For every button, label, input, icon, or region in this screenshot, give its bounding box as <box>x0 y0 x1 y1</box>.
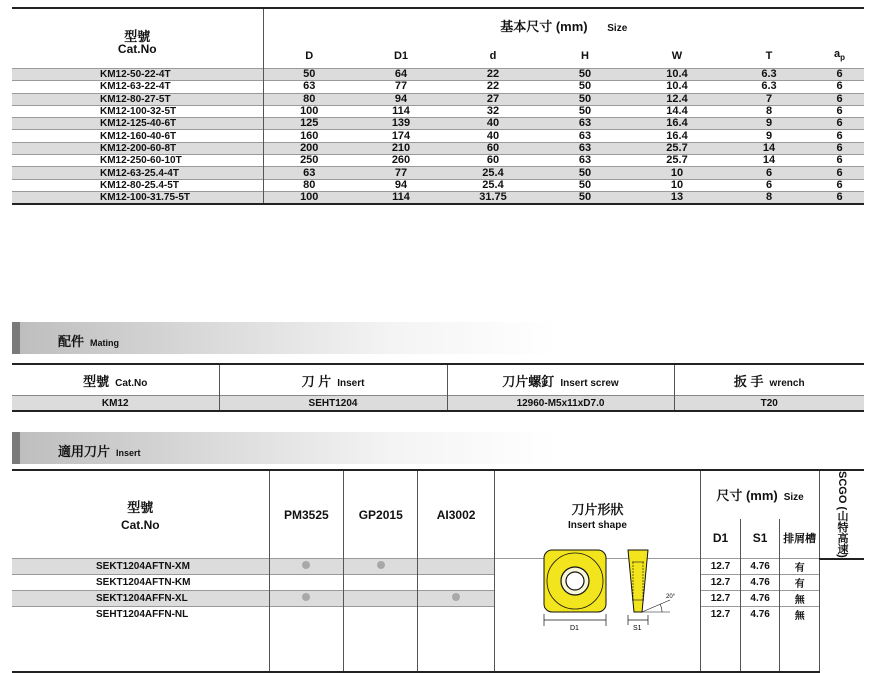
size-row-value: 6 <box>815 118 864 130</box>
size-row-cat: KM12-63-25.4-4T <box>12 167 263 179</box>
insert-side-label: SCGO (山特高速) <box>819 470 864 559</box>
insert-title-cn: 適用刀片 <box>58 444 111 459</box>
size-row-value: 63 <box>539 118 631 130</box>
size-row-value: 10.4 <box>631 69 723 81</box>
size-col-0: D <box>305 50 314 62</box>
size-row-value: 9 <box>723 130 815 142</box>
insert-filler-row <box>12 622 864 672</box>
size-row-value: 50 <box>539 93 631 105</box>
size-row-value: 27 <box>447 93 539 105</box>
grade-mark-cell <box>344 591 418 607</box>
insert-row-cat: SEHT1204AFFN-NL <box>12 607 269 623</box>
insert-row-groove: 無 <box>780 607 819 623</box>
basic-size-cn: 基本尺寸 (mm) <box>500 18 588 34</box>
size-row-cat: KM12-50-22-4T <box>12 69 263 81</box>
size-row-value: 174 <box>355 130 447 142</box>
basic-size-header <box>263 8 864 45</box>
availability-dot-icon <box>302 561 310 569</box>
size-row-value: 25.4 <box>447 179 539 191</box>
insert-row-groove: 有 <box>780 575 819 591</box>
grade-mark-cell <box>418 575 494 591</box>
size-row-value: 6 <box>815 81 864 93</box>
size-row-value: 31.75 <box>447 191 539 204</box>
size-row-value: 50 <box>263 69 355 81</box>
size-row-value: 160 <box>263 130 355 142</box>
size-row-value: 60 <box>447 142 539 154</box>
drawing-label-angle: 20° <box>666 594 676 600</box>
size-table <box>12 7 864 205</box>
insert-section-bar <box>12 432 557 464</box>
size-row-value: 25.7 <box>631 142 723 154</box>
insert-front-view <box>544 550 606 632</box>
size-row <box>12 69 864 81</box>
size-row-value: 16.4 <box>631 130 723 142</box>
grade-header-0: PM3525 <box>269 470 343 559</box>
insert-cat-header: 型號 Cat.No <box>12 470 269 559</box>
size-row-value: 6 <box>815 179 864 191</box>
size-row-value: 63 <box>539 130 631 142</box>
size-row <box>12 167 864 179</box>
size-row-value: 10.4 <box>631 81 723 93</box>
size-row-value: 6 <box>815 167 864 179</box>
insert-row-d1: 12.7 <box>701 607 741 623</box>
cat-header-cn: 型號 <box>124 28 151 44</box>
size-col-4: W <box>671 50 683 62</box>
basic-size-en: Size <box>607 22 628 34</box>
size-row-value: 13 <box>631 191 723 204</box>
size-row-value: 77 <box>355 81 447 93</box>
size-row <box>12 118 864 130</box>
size-row-value: 22 <box>447 81 539 93</box>
insert-side-view <box>628 550 676 632</box>
mating-screw-value: 12960-M5x11xD7.0 <box>447 396 674 412</box>
insert-row-s1: 4.76 <box>740 591 780 607</box>
size-row-value: 6 <box>815 130 864 142</box>
size-row-value: 80 <box>263 93 355 105</box>
insert-shape-header: 刀片形狀 Insert shape <box>494 470 700 559</box>
size-row-cat: KM12-80-25.4-5T <box>12 179 263 191</box>
size-row-value: 63 <box>263 167 355 179</box>
size-row-cat: KM12-63-22-4T <box>12 81 263 93</box>
size-col-s1: S1 <box>740 519 780 559</box>
size-row-value: 22 <box>447 69 539 81</box>
size-col-2: d <box>489 50 497 62</box>
size-row-value: 80 <box>263 179 355 191</box>
insert-title-en: Insert <box>116 448 141 458</box>
size-row-value: 8 <box>723 191 815 204</box>
insert-row <box>12 575 864 591</box>
insert-row <box>12 559 864 575</box>
size-row-value: 100 <box>263 105 355 117</box>
size-row-value: 100 <box>263 191 355 204</box>
availability-dot-icon <box>452 593 460 601</box>
insert-row-d1: 12.7 <box>701 591 741 607</box>
size-row <box>12 179 864 191</box>
size-col-5: T <box>765 50 773 62</box>
mating-insert-header: 刀 片 Insert <box>219 364 447 396</box>
grade-mark-cell <box>269 607 343 623</box>
size-row-cat: KM12-80-27-5T <box>12 93 263 105</box>
size-col-groove: 排屑槽 <box>780 519 819 559</box>
insert-row-groove: 無 <box>780 591 819 607</box>
size-row-value: 210 <box>355 142 447 154</box>
size-row-value: 125 <box>263 118 355 130</box>
size-row-value: 50 <box>539 69 631 81</box>
size-row-value: 114 <box>355 105 447 117</box>
insert-row <box>12 607 864 623</box>
cat-header-en: Cat.No <box>117 41 157 56</box>
grade-mark-cell <box>418 607 494 623</box>
size-row <box>12 130 864 142</box>
insert-row-d1: 12.7 <box>701 575 741 591</box>
size-row-value: 40 <box>447 118 539 130</box>
size-col-ap: $a_p$ <box>833 48 845 63</box>
size-row-value: 6 <box>815 105 864 117</box>
size-col-1: D1 <box>393 50 409 62</box>
insert-row-groove: 有 <box>780 559 819 575</box>
size-row <box>12 155 864 167</box>
size-row-value: 25.4 <box>447 167 539 179</box>
size-row-value: 6 <box>815 142 864 154</box>
grade-mark-cell <box>418 591 494 607</box>
insert-shape-drawing <box>520 540 710 636</box>
size-row-value: 6 <box>815 69 864 81</box>
size-row-value: 7 <box>723 93 815 105</box>
size-row-value: 50 <box>539 105 631 117</box>
size-row-value: 50 <box>539 167 631 179</box>
size-row-value: 40 <box>447 130 539 142</box>
size-row-value: 63 <box>539 142 631 154</box>
insert-row-cat: SEKT1204AFFN-XL <box>12 591 269 607</box>
size-row-value: 139 <box>355 118 447 130</box>
insert-size-header: 尺寸 (mm) Size <box>701 470 820 519</box>
grade-mark-cell <box>269 559 343 575</box>
insert-row-s1: 4.76 <box>740 559 780 575</box>
grade-mark-cell <box>418 559 494 575</box>
size-row-value: 260 <box>355 155 447 167</box>
grade-mark-cell <box>269 591 343 607</box>
mating-section-bar <box>12 322 557 354</box>
size-row-value: 16.4 <box>631 118 723 130</box>
mating-cat-header: 型號 Cat.No <box>12 364 219 396</box>
size-row-value: 6 <box>723 167 815 179</box>
insert-table <box>12 469 864 673</box>
size-row-value: 14 <box>723 142 815 154</box>
insert-row-d1: 12.7 <box>701 559 741 575</box>
size-row-value: 6 <box>815 155 864 167</box>
size-col-3: H <box>581 50 589 62</box>
size-row-value: 63 <box>263 81 355 93</box>
insert-row-s1: 4.76 <box>740 575 780 591</box>
size-row-value: 32 <box>447 105 539 117</box>
availability-dot-icon <box>377 561 385 569</box>
size-row-value: 60 <box>447 155 539 167</box>
size-row-value: 14.4 <box>631 105 723 117</box>
insert-row-cat: SEKT1204AFTN-XM <box>12 559 269 575</box>
size-row-value: 6 <box>815 191 864 204</box>
size-row-value: 14 <box>723 155 815 167</box>
mating-wrench-value: T20 <box>674 396 864 412</box>
size-row <box>12 191 864 204</box>
grade-mark-cell <box>344 607 418 623</box>
size-row-value: 25.7 <box>631 155 723 167</box>
size-row-value: 63 <box>539 155 631 167</box>
size-row <box>12 93 864 105</box>
mating-insert-value: SEHT1204 <box>219 396 447 412</box>
size-row-value: 114 <box>355 191 447 204</box>
insert-row <box>12 591 864 607</box>
mating-title-en: Mating <box>90 338 120 348</box>
size-row <box>12 105 864 117</box>
mating-screw-header: 刀片螺釘 Insert screw <box>447 364 674 396</box>
drawing-label-d1: D1 <box>570 625 579 632</box>
size-row-value: 6.3 <box>723 81 815 93</box>
cat-header <box>12 8 263 69</box>
mating-cat-value: KM12 <box>12 396 219 412</box>
size-row-value: 12.4 <box>631 93 723 105</box>
size-row-value: 6.3 <box>723 69 815 81</box>
grade-header-1: GP2015 <box>344 470 418 559</box>
size-row-value: 6 <box>723 179 815 191</box>
size-row-value: 77 <box>355 167 447 179</box>
size-row-cat: KM12-200-60-8T <box>12 142 263 154</box>
size-row-value: 9 <box>723 118 815 130</box>
size-row-value: 6 <box>815 93 864 105</box>
insert-row-cat: SEKT1204AFTN-KM <box>12 575 269 591</box>
grade-mark-cell <box>344 575 418 591</box>
size-row-cat: KM12-100-32-5T <box>12 105 263 117</box>
size-row-value: 8 <box>723 105 815 117</box>
availability-dot-icon <box>302 593 310 601</box>
grade-header-2: AI3002 <box>418 470 494 559</box>
size-row-cat: KM12-100-31.75-5T <box>12 191 263 204</box>
size-row <box>12 81 864 93</box>
mating-title-cn: 配件 <box>58 334 85 349</box>
size-row-value: 94 <box>355 93 447 105</box>
grade-mark-cell <box>344 559 418 575</box>
grade-mark-cell <box>269 575 343 591</box>
size-col-d1: D1 <box>701 519 741 559</box>
size-row-cat: KM12-250-60-10T <box>12 155 263 167</box>
size-row-value: 50 <box>539 191 631 204</box>
size-row-value: 10 <box>631 167 723 179</box>
size-row-value: 64 <box>355 69 447 81</box>
size-row-cat: KM12-160-40-6T <box>12 130 263 142</box>
size-row-value: 94 <box>355 179 447 191</box>
insert-row-s1: 4.76 <box>740 607 780 623</box>
size-row <box>12 142 864 154</box>
size-row-cat: KM12-125-40-6T <box>12 118 263 130</box>
drawing-label-s1: S1 <box>633 625 642 632</box>
size-row-value: 50 <box>539 179 631 191</box>
size-row-value: 200 <box>263 142 355 154</box>
mating-wrench-header: 扳 手 wrench <box>674 364 864 396</box>
size-row-value: 10 <box>631 179 723 191</box>
size-row-value: 250 <box>263 155 355 167</box>
mating-table <box>12 363 864 412</box>
size-row-value: 50 <box>539 81 631 93</box>
